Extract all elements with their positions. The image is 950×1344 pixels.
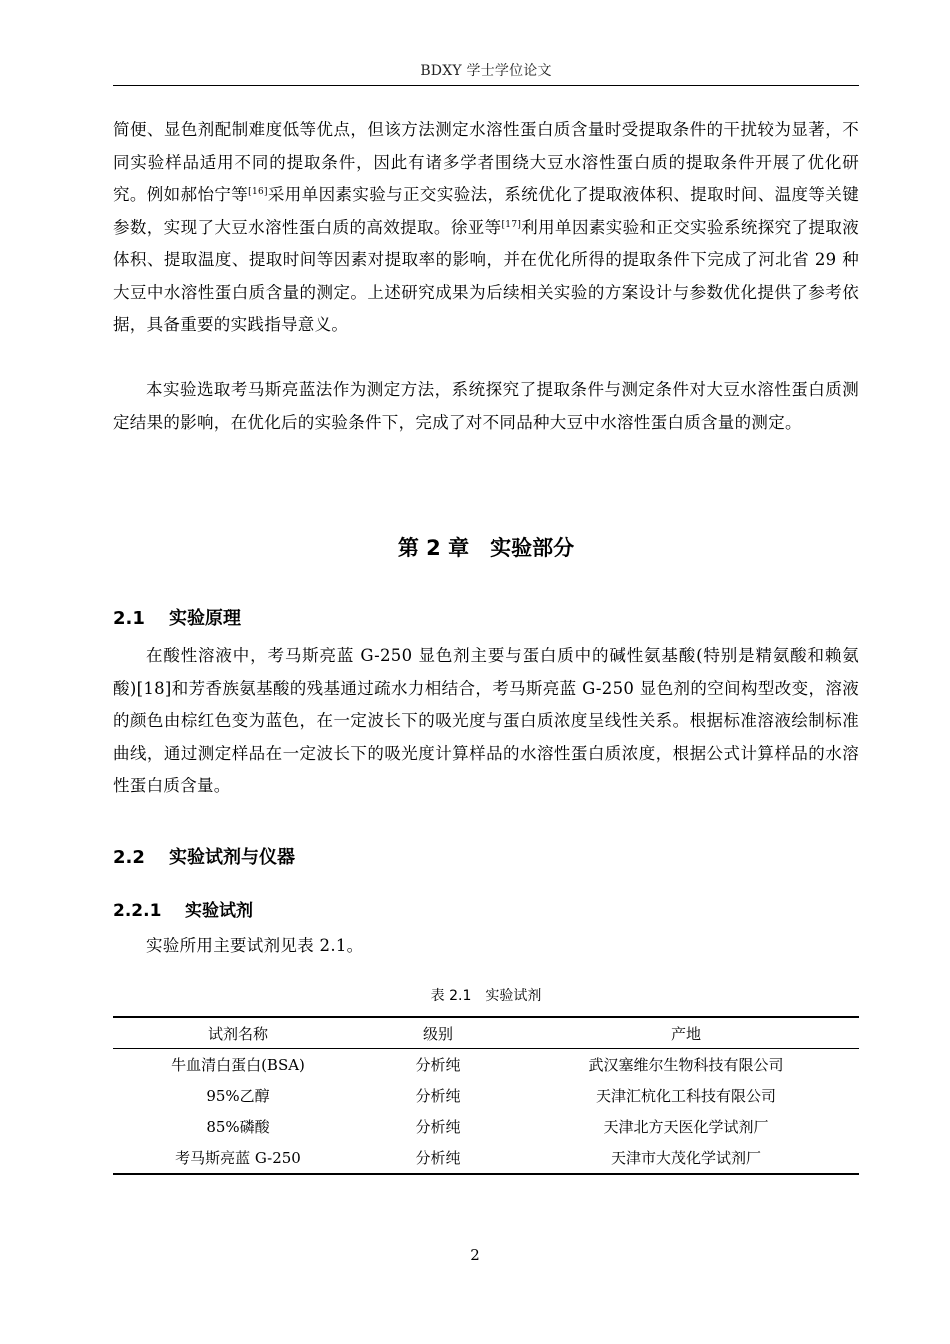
- paragraph-table-reference: 实验所用主要试剂见表 2.1。: [146, 936, 364, 955]
- page-number: 2: [470, 1246, 480, 1264]
- citation-16: [16]: [248, 187, 268, 197]
- section-title: 实验试剂: [185, 901, 253, 921]
- column-header-origin: 产地: [670, 1024, 701, 1043]
- table-cell: 天津北方天医化学试剂厂: [603, 1118, 769, 1136]
- section-number: 2.2: [113, 847, 145, 868]
- column-header-name: 试剂名称: [207, 1024, 268, 1043]
- table-cell: 分析纯: [415, 1149, 461, 1167]
- table-cell: 分析纯: [415, 1056, 461, 1074]
- table-cell: 天津汇杭化工科技有限公司: [595, 1087, 776, 1105]
- paragraph-text: 利用单因素实验和正交实验系统探究了提取液体积、提取温度、提取时间等因素对提取率的影响，并在优化所得的提取条件下完成了河北省 29 种大豆中水溶性蛋白质含量的测定。上述研究成果为后续相关实验的方案设计与参数优化提供了参考依据，具备重要的实践指导意义。: [113, 217, 860, 334]
- table-cell: 天津市大茂化学试剂厂: [610, 1149, 761, 1167]
- paragraph-method-choice: 本实验选取考马斯亮蓝法作为测定方法，系统探究了提取条件与测定条件对大豆水溶性蛋白质测定结果的影响，在优化后的实验条件下，完成了对不同品种大豆中水溶性蛋白质含量的测定。: [113, 380, 859, 432]
- table-row: [113, 1111, 859, 1142]
- section-title: 实验原理: [169, 608, 241, 629]
- section-heading-2-2: [113, 843, 295, 869]
- section-heading-2-1: [113, 604, 241, 630]
- table-header-row: [113, 1017, 859, 1049]
- table-caption: 表 2.1 实验试剂: [430, 988, 542, 1004]
- table-cell: 考马斯亮蓝 G-250: [175, 1149, 301, 1167]
- table-cell: 分析纯: [415, 1118, 461, 1136]
- paragraph-principle: 在酸性溶液中，考马斯亮蓝 G-250 显色剂主要与蛋白质中的碱性氨基酸(特别是精氨酸和赖氨酸)[18]和芳香族氨基酸的残基通过疏水力相结合，考马斯亮蓝 G-250 显色剂的空间构型改变，溶液的颜色由棕红色变为蓝色，在一定波长下的吸光度与蛋白质浓度呈线性关系。根据标准溶液绘制标准曲线，通过测定样品在一定波长下的吸光度计算样品的水溶性蛋白质浓度，根据公式计算样品的水溶性蛋白质含量。: [113, 646, 859, 795]
- section-title: 实验试剂与仪器: [169, 847, 295, 868]
- column-header-grade: 级别: [422, 1024, 453, 1043]
- paragraph-continued: [113, 114, 859, 342]
- running-header: BDXY 学士学位论文: [420, 63, 552, 79]
- table-cell: 95%乙醇: [206, 1087, 270, 1105]
- table-cell: 85%磷酸: [206, 1118, 270, 1136]
- section-number: 2.2.1: [113, 901, 162, 921]
- table-cell: 分析纯: [415, 1087, 461, 1105]
- table-row: [113, 1142, 859, 1174]
- citation-17: [17]: [501, 219, 522, 230]
- table-row: [113, 1049, 859, 1081]
- section-number: 2.1: [113, 608, 145, 629]
- paragraph-text: 采用单因素实验与正交实验法，系统优化了提取液体积、提取时间、温度等关键参数，实现了大豆水溶性蛋白质的高效提取。徐亚等: [113, 185, 860, 237]
- table-cell: 武汉塞维尔生物科技有限公司: [588, 1056, 784, 1074]
- paragraph-text: 简便、显色剂配制难度低等优点，但该方法测定水溶性蛋白质含量时受提取条件的干扰较为显著，不同实验样品适用不同的提取条件，因此有诸多学者围绕大豆水溶性蛋白质的提取条件开展了优化研究。例如郝怡宁等: [113, 120, 859, 204]
- table-cell: 牛血清白蛋白(BSA): [171, 1056, 305, 1074]
- section-heading-2-2-1: [113, 896, 253, 921]
- chapter-title: 第 2 章 实验部分: [397, 536, 575, 560]
- reagent-table: [113, 1016, 859, 1175]
- table-row: [113, 1080, 859, 1111]
- header-rule: [113, 85, 859, 86]
